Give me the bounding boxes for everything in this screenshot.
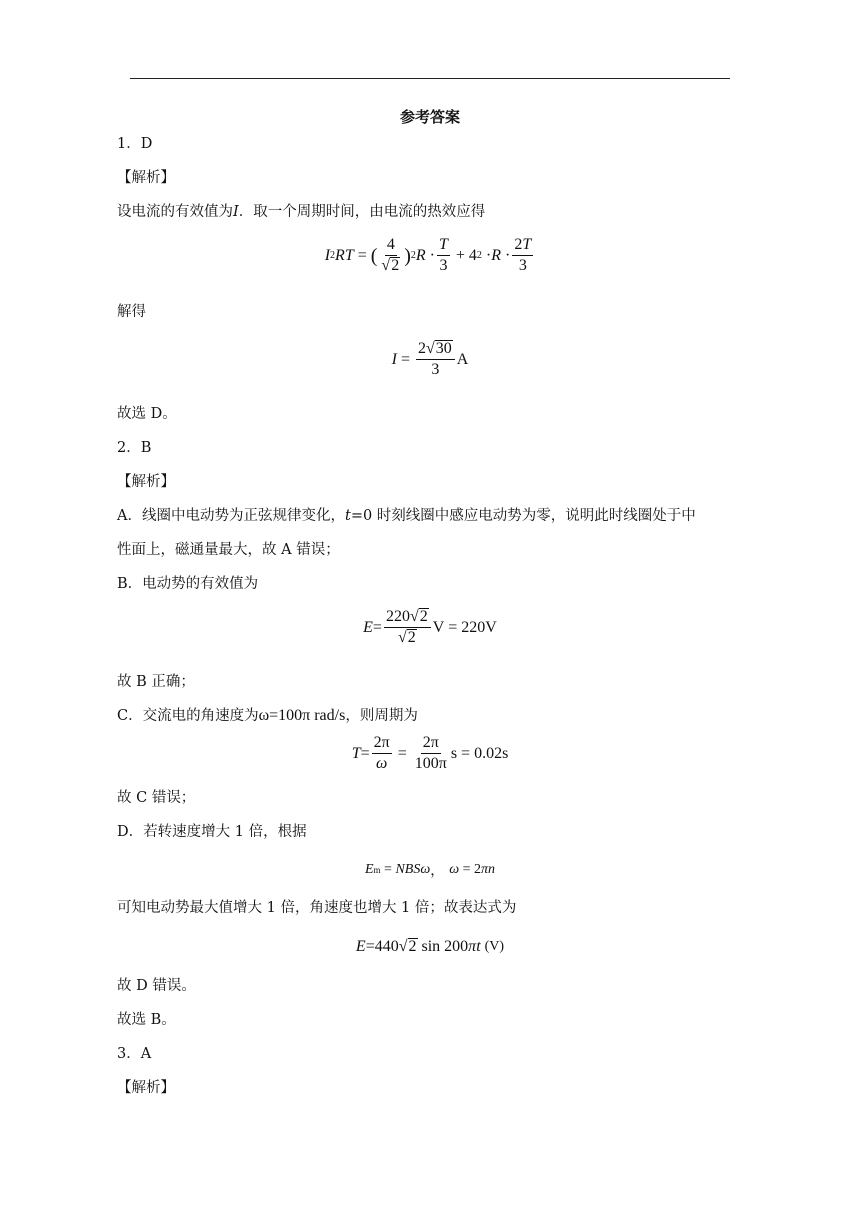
q2-option-c: C．交流电的角速度为ω=100π rad/s，则周期为: [117, 707, 418, 724]
q1-conclusion: 故选 D。: [117, 406, 177, 422]
header-rule: [130, 78, 730, 79]
q3-analysis-tag: 【解析】: [117, 1080, 175, 1096]
q2-equation-max-emf: E m = NBSω ， ω = 2 πn: [364, 862, 496, 879]
q2-conclusion: 故选 B。: [117, 1012, 176, 1028]
q2-equation-expression: E =440 √ 2 sin 200 πt (V): [355, 938, 505, 955]
q2-option-a-line2: 性面上，磁通量最大，故 A 错误；: [117, 542, 340, 558]
q2-equation-emf: E = 220 √ 2 √ 2 V = 220V: [363, 608, 497, 646]
q2-option-a-line1: A．线圈中电动势为正弦规律变化，t=0 时刻线圈中感应电动势为零，说明此时线圈处于中: [117, 508, 696, 524]
q1-solve-label: 解得: [117, 304, 146, 320]
q1-equation-heat: I 2 RT = ( 4 √ 2 ) 2 R · $\frac{T}{3}$ + 4 2 · R · $\frac{2T}{3}$: [324, 236, 532, 274]
q1-answer: 1．D: [117, 136, 153, 152]
q2-analysis-tag: 【解析】: [117, 474, 175, 490]
q1-text: 设电流的有效值为I．取一个周期时间，由电流的热效应得: [117, 204, 486, 220]
q1-equation-result: I = 2 √ 30 3 A: [391, 340, 469, 378]
q2-option-b-conclusion: 故 B 正确；: [117, 674, 195, 690]
q2-option-d-line2: 可知电动势最大值增大 1 倍，角速度也增大 1 倍；故表达式为: [117, 900, 517, 916]
q2-option-d-conclusion: 故 D 错误。: [117, 978, 196, 994]
q2-option-d: D．若转速度增大 1 倍，根据: [117, 824, 307, 840]
page-title: 参考答案: [399, 108, 460, 126]
q2-equation-period: T = $\frac{2\pi}{\omega}$ = $\frac{2\pi}{100\pi}$ s = 0.02s: [351, 734, 509, 772]
q2-option-c-conclusion: 故 C 错误；: [117, 790, 196, 806]
q2-answer: 2．B: [117, 440, 152, 456]
q2-option-b: B．电动势的有效值为: [117, 576, 259, 592]
q3-answer: 3．A: [117, 1046, 152, 1062]
q1-analysis-tag: 【解析】: [117, 170, 175, 186]
